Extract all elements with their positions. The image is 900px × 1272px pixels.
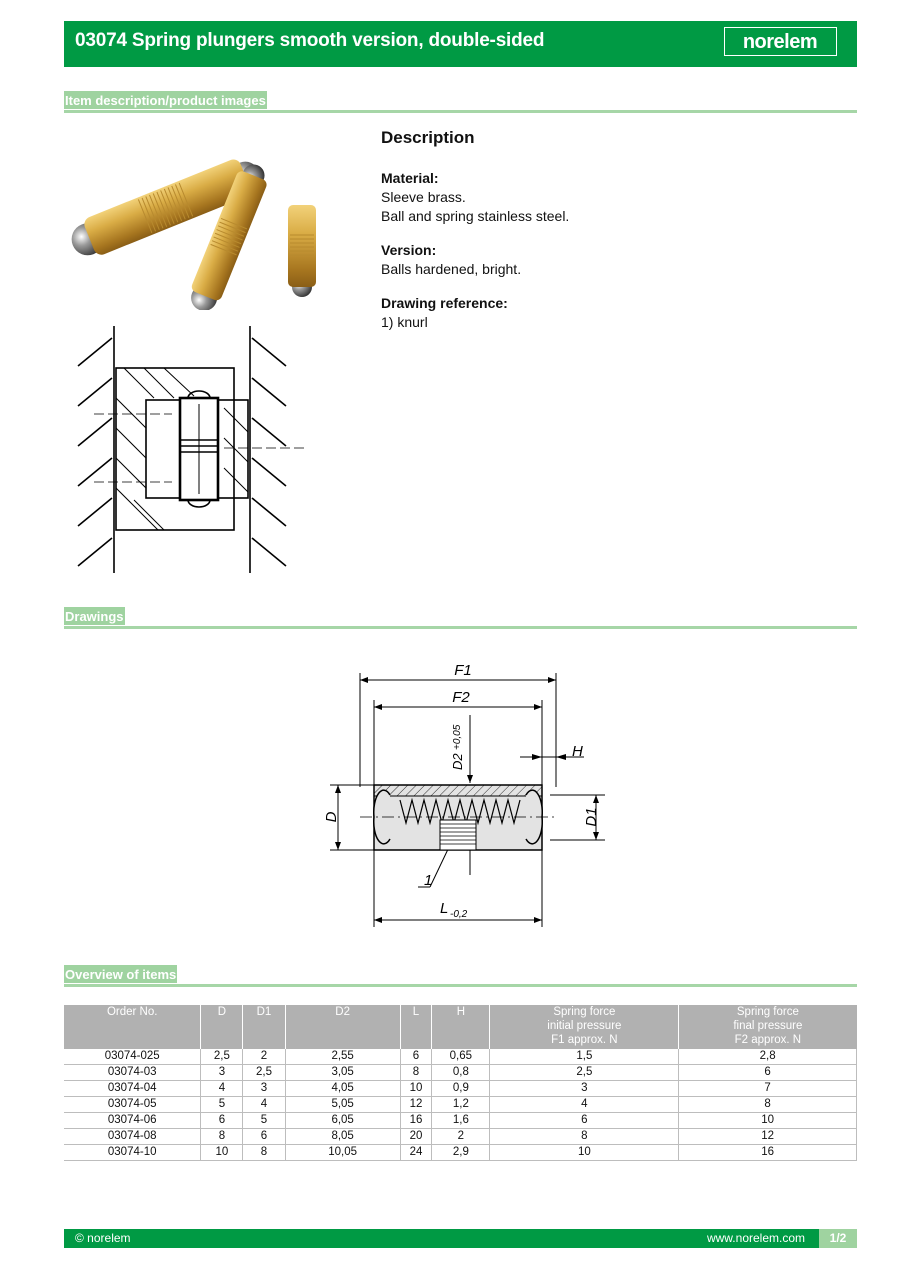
table-cell: 7 — [679, 1081, 857, 1097]
table-cell: 8 — [490, 1129, 679, 1145]
description-block — [381, 128, 569, 347]
table-header-row — [64, 1005, 857, 1049]
table-cell: 8 — [201, 1129, 243, 1145]
material-line: Ball and spring stainless steel. — [381, 208, 570, 224]
table-cell: 8 — [400, 1065, 432, 1081]
copyright-text: © norelem — [75, 1231, 131, 1245]
table-cell: 2,5 — [243, 1065, 285, 1081]
table-cell: 20 — [400, 1129, 432, 1145]
table-cell: 0,8 — [432, 1065, 490, 1081]
table-cell: 03074-08 — [64, 1129, 201, 1145]
table-cell: 6 — [243, 1129, 285, 1145]
table-cell: 10 — [201, 1145, 243, 1161]
page-number: 1/2 — [819, 1229, 857, 1248]
section-rule — [64, 984, 857, 987]
table-cell: 2,9 — [432, 1145, 490, 1161]
table-cell: 03074-025 — [64, 1049, 201, 1065]
table-row — [64, 1129, 857, 1145]
table-cell: 2,5 — [490, 1065, 679, 1081]
table-cell: 0,9 — [432, 1081, 490, 1097]
col-spring-force-f1: Spring force initial pressure F1 approx. N — [490, 1005, 679, 1049]
installation-sketch — [64, 318, 320, 583]
drawing-ref-group — [381, 294, 569, 332]
table-cell: 10 — [400, 1081, 432, 1097]
section-rule — [64, 110, 857, 113]
version-group — [381, 241, 569, 279]
table-cell: 2 — [243, 1049, 285, 1065]
section-rule — [64, 626, 857, 629]
svg-text:L: L — [440, 900, 449, 917]
col-d2: D2 — [285, 1005, 400, 1049]
table-cell: 12 — [679, 1129, 857, 1145]
table-cell: 03074-04 — [64, 1081, 201, 1097]
table-cell: 10 — [679, 1113, 857, 1129]
table-cell: 4 — [243, 1097, 285, 1113]
col-order-no: Order No. — [64, 1005, 201, 1049]
table-cell: 16 — [679, 1145, 857, 1161]
table-cell: 2,5 — [201, 1049, 243, 1065]
table-row — [64, 1113, 857, 1129]
table-row — [64, 1081, 857, 1097]
material-group — [381, 169, 569, 226]
norelem-logo — [724, 27, 837, 56]
version-label: Version: — [381, 242, 437, 258]
table-cell: 6 — [201, 1113, 243, 1129]
table-cell: 3 — [490, 1081, 679, 1097]
section-drawings-label: Drawings — [65, 609, 124, 624]
table-cell: 4,05 — [285, 1081, 400, 1097]
table-cell: 5 — [243, 1113, 285, 1129]
technical-drawing — [300, 655, 620, 940]
page-title: 03074 Spring plungers smooth version, double-sided — [75, 30, 545, 51]
col-spring-force-f2: Spring force final pressure F2 approx. N — [679, 1005, 857, 1049]
table-cell: 03074-06 — [64, 1113, 201, 1129]
description-heading: Description — [381, 128, 475, 147]
table-cell: 10 — [490, 1145, 679, 1161]
table-cell: 12 — [400, 1097, 432, 1113]
col-h: H — [432, 1005, 490, 1049]
table-row — [64, 1145, 857, 1161]
table-cell: 8 — [243, 1145, 285, 1161]
page-header — [64, 21, 857, 67]
svg-text:H: H — [572, 743, 583, 760]
drawing-ref-line: 1) knurl — [381, 314, 428, 330]
col-d1: D1 — [243, 1005, 285, 1049]
table-cell: 03074-05 — [64, 1097, 201, 1113]
table-cell: 03074-10 — [64, 1145, 201, 1161]
table-cell: 4 — [490, 1097, 679, 1113]
table-cell: 1,6 — [432, 1113, 490, 1129]
section-overview — [64, 965, 857, 987]
table-cell: 2,55 — [285, 1049, 400, 1065]
col-d: D — [201, 1005, 243, 1049]
table-cell: 2 — [432, 1129, 490, 1145]
table-cell: 5,05 — [285, 1097, 400, 1113]
svg-text:+0,05: +0,05 — [452, 724, 463, 750]
table-cell: 6 — [679, 1065, 857, 1081]
table-cell: 3 — [201, 1065, 243, 1081]
table-row — [64, 1097, 857, 1113]
svg-text:D: D — [323, 811, 340, 823]
svg-text:F1: F1 — [454, 662, 472, 679]
table-cell: 3,05 — [285, 1065, 400, 1081]
table-cell: 4 — [201, 1081, 243, 1097]
table-cell: 1,5 — [490, 1049, 679, 1065]
section-images — [64, 91, 857, 113]
items-table — [64, 1005, 857, 1161]
table-cell: 1,2 — [432, 1097, 490, 1113]
table-cell: 10,05 — [285, 1145, 400, 1161]
svg-text:1: 1 — [424, 872, 433, 889]
version-line: Balls hardened, bright. — [381, 261, 522, 277]
table-cell: 3 — [243, 1081, 285, 1097]
col-l: L — [400, 1005, 432, 1049]
table-cell: 2,8 — [679, 1049, 857, 1065]
table-row — [64, 1065, 857, 1081]
section-images-label: Item description/product images — [65, 93, 266, 108]
product-photo — [64, 125, 320, 310]
svg-text:F2: F2 — [452, 689, 470, 706]
drawing-ref-label: Drawing reference: — [381, 295, 508, 311]
section-overview-label: Overview of items — [65, 967, 177, 982]
svg-text:-0,2: -0,2 — [450, 909, 468, 920]
table-cell: 6,05 — [285, 1113, 400, 1129]
material-label: Material: — [381, 170, 439, 186]
website-link[interactable]: www.norelem.com — [706, 1231, 805, 1245]
table-cell: 0,65 — [432, 1049, 490, 1065]
svg-text:D1: D1 — [583, 807, 600, 827]
material-line: Sleeve brass. — [381, 189, 466, 205]
svg-text:norelem: norelem — [742, 31, 818, 53]
section-drawings — [64, 607, 857, 629]
table-cell: 16 — [400, 1113, 432, 1129]
table-cell: 8,05 — [285, 1129, 400, 1145]
svg-text:D2: D2 — [450, 753, 465, 770]
table-cell: 24 — [400, 1145, 432, 1161]
table-cell: 6 — [490, 1113, 679, 1129]
table-cell: 6 — [400, 1049, 432, 1065]
table-row — [64, 1049, 857, 1065]
table-cell: 03074-03 — [64, 1065, 201, 1081]
table-cell: 5 — [201, 1097, 243, 1113]
page-footer — [64, 1229, 857, 1248]
table-cell: 8 — [679, 1097, 857, 1113]
